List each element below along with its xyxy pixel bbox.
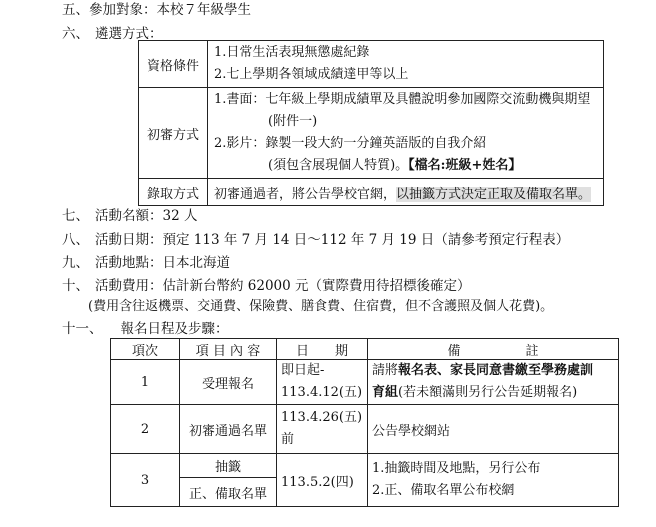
schedule-note-3b: 2.正、備取名單公布校網 (372, 483, 515, 498)
table-row (139, 41, 604, 88)
section-11-num: 十一、 (62, 321, 103, 337)
review-line-3: 2.影片：錄製一段大約一分鐘英語版的自我介紹 (214, 136, 487, 151)
schedule-header-no: 項次 (111, 339, 180, 360)
table-row (111, 360, 619, 405)
schedule-item-1: 受理報名 (180, 360, 277, 405)
schedule-header-date: 日 期 (277, 339, 368, 360)
admission-text-a: 初審通過者，將公告學校官網， (214, 186, 397, 202)
section-7 (62, 207, 197, 225)
section-8-text: ：預定 113 年 7 月 14 日～112 年 7 月 19 日（請參考預定行程表） (149, 232, 570, 248)
schedule-date-3: 113.5.2(四) (277, 454, 368, 507)
section-7-label: 活動名額 (95, 208, 149, 224)
schedule-note-1-line-1 (372, 360, 618, 382)
section-6-text: ： (149, 26, 163, 42)
schedule-note-1d: (若未額滿則另行公告延期報名) (398, 385, 578, 400)
schedule-no-3: 3 (111, 454, 180, 507)
section-11-label: 報名日程及步驟 (120, 321, 215, 337)
table-row (111, 405, 619, 454)
schedule-note-2: 公告學校網站 (368, 405, 619, 454)
schedule-header-note: 備 註 (368, 339, 619, 360)
section-5 (62, 1, 251, 19)
schedule-item-3a: 抽籤 (180, 454, 277, 478)
schedule-date-1a: 即日起- (281, 363, 325, 378)
schedule-date-2a: 113.4.26(五) (281, 410, 363, 425)
section-9 (62, 254, 230, 272)
schedule-note-3 (368, 454, 619, 507)
selection-head-qualification: 資格條件 (139, 41, 208, 88)
section-8 (62, 231, 569, 249)
qualification-line-1: 1.日常生活表現無懲處紀錄 (214, 45, 370, 60)
section-10-note: (費用含往返機票、交通費、保險費、膳食費、住宿費，但不含護照及個人花費)。 (88, 299, 554, 314)
admission-text-b: 以抽籤方式決定正取及備取名單。 (396, 186, 592, 202)
section-7-num: 七、 (62, 208, 89, 224)
table-row (139, 88, 604, 179)
schedule-note-1-line-2 (372, 382, 618, 404)
section-11-text: ： (215, 321, 229, 337)
section-8-label: 活動日期 (95, 232, 149, 248)
table-row (139, 179, 604, 206)
schedule-date-1b: 113.4.12(五) (281, 385, 363, 400)
schedule-note-3a: 1.抽籤時間及地點，另行公布 (372, 461, 541, 476)
schedule-no-1: 1 (111, 360, 180, 405)
schedule-item-2: 初審通過名單 (180, 405, 277, 454)
schedule-note-1 (368, 360, 619, 405)
qualification-line-2: 2.七上學期各領域成績達甲等以上 (214, 67, 409, 82)
selection-body-admission (208, 179, 604, 206)
review-line-4 (214, 155, 603, 177)
section-10-text: ：估計新台幣約 62000 元（實際費用待招標後確定） (149, 278, 471, 294)
selection-body-qualification (208, 41, 604, 88)
section-10-label: 活動費用 (95, 278, 149, 294)
section-6-label: 遴選方式 (95, 26, 149, 42)
section-8-num: 八、 (62, 232, 89, 248)
schedule-item-3b: 正、備取名單 (180, 478, 277, 507)
review-line-2: (附件一) (268, 114, 318, 129)
selection-body-review (208, 88, 604, 179)
section-10-num: 十、 (62, 278, 89, 294)
section-5-num: 五、 (62, 2, 89, 18)
schedule-table (110, 338, 619, 507)
schedule-no-2: 2 (111, 405, 180, 454)
section-11 (62, 320, 229, 338)
schedule-note-1b: 報名表、家長同意書繳至學務處訓 (398, 363, 594, 378)
filename-note: 【檔名:班級+姓名】 (408, 158, 522, 173)
section-10 (62, 277, 471, 295)
section-5-label: 參加對象 (89, 2, 143, 18)
section-5-text: ：本校７年級學生 (143, 2, 251, 18)
schedule-date-2b: 前 (281, 432, 295, 447)
schedule-date-1 (277, 360, 368, 405)
selection-head-review: 初審方式 (139, 88, 208, 179)
review-line-4-text: (須包含展現個人特質)。 (268, 158, 409, 173)
section-9-text: ：日本北海道 (149, 255, 230, 271)
schedule-note-1a: 請將 (372, 363, 399, 378)
schedule-header-item: 項 目 內 容 (180, 339, 277, 360)
section-9-num: 九、 (62, 255, 89, 271)
table-row (111, 454, 619, 478)
table-row (111, 339, 619, 360)
schedule-date-2 (277, 405, 368, 454)
selection-table (138, 40, 604, 206)
section-6-num: 六、 (62, 26, 89, 42)
selection-head-admission: 錄取方式 (139, 179, 208, 206)
section-7-text: ：32 人 (149, 208, 198, 224)
review-line-1: 1.書面：七年級上學期成績單及具體說明參加國際交流動機與期望 (214, 92, 591, 107)
schedule-note-1c: 育組 (372, 385, 399, 400)
section-9-label: 活動地點 (95, 255, 149, 271)
